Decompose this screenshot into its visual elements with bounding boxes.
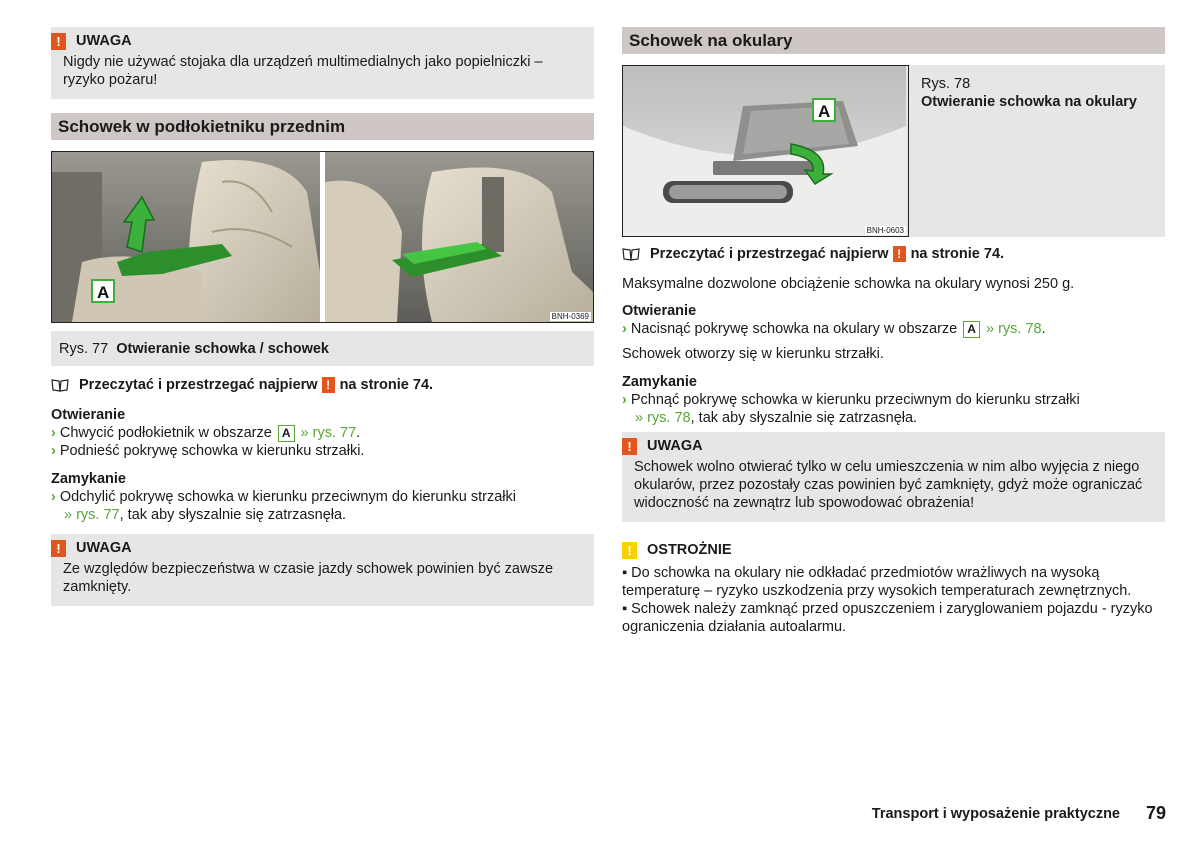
chevron-right-icon: › <box>51 489 56 505</box>
figure-link[interactable]: » rys. 77 <box>64 507 120 523</box>
figure-78-block <box>622 65 1165 237</box>
open-result: Schowek otworzy się w kierunku strzałki. <box>622 346 884 362</box>
page-number: 79 <box>1145 803 1166 823</box>
book-icon <box>51 379 69 392</box>
close-step-1: › Pchnąć pokrywę schowka w kierunku przeciwnym do kierunku strzałki <box>622 392 1080 408</box>
figure-caption <box>51 331 594 366</box>
warning-box-2 <box>51 534 594 606</box>
area-a-label: A <box>963 321 980 338</box>
warning-title: UWAGA <box>647 438 703 454</box>
warning-text: Ze względów bezpieczeństwa w czasie jazdy schowek powinien być zawsze zamknięty. <box>63 561 554 595</box>
chevron-right-icon: › <box>51 425 56 441</box>
section-heading-glasses: Schowek na okulary <box>622 27 1165 54</box>
chevron-right-icon: › <box>622 321 627 337</box>
read-page[interactable]: 74. <box>983 246 1005 262</box>
open-title: Otwieranie <box>622 303 697 319</box>
max-load-text: Maksymalne dozwolone obciążenie schowka na okulary wynosi 250 g. <box>622 276 1075 292</box>
right-column: Schowek na okulary A BNH-0603 Rys. 78 Otwieranie schowka na okulary Przeczytać i przestrzegać najpierw ! na stronie 74. Maksymalne dozwolone obciążenie schowka na okulary wynosi 250 g. Otwieranie › Nacisnąć pokrywę schowka na okulary w obszarze A » rys. 78. Schowek otworzy się w kierunku strzałki. Zamykanie › Pchnąć pokrywę schowka w kierunku przeciwnym do kierunku strzałki » rys. 78, tak aby słyszalnie się zatrzasnęła. ! UWAGA Schowek wolno otwierać tylko w celu umieszczenia w nim albo wyjęcia z niego okularów, przez pozostały czas powinien być zamknięty, gdyż może ograniczać widoczność na zewnątrz lub spowodować obrażenia! ! OSTROŻNIE ▪ Do schowka na okulary nie odkładać przedmiotów wrażliwych na wysoką temperaturę – ryzyko uszkodzenia przy wysokich temperaturach zewnętrznych. ▪ Schowek należy zamknąć przed opuszczeniem i zaryglowaniem pojazdu - ryzyko ograniczenia działania autoalarmu. <box>622 27 1165 636</box>
caution-icon: ! <box>622 542 637 559</box>
footer-chapter-title: Transport i wyposażenie praktyczne <box>871 806 1120 822</box>
label-a-fig77: A <box>97 283 110 302</box>
warning-icon: ! <box>51 540 66 557</box>
caption-title: Otwieranie schowka / schowek <box>116 341 329 357</box>
read-first-note <box>622 246 1165 262</box>
area-a-label: A <box>278 425 295 442</box>
read-page[interactable]: 74. <box>412 377 434 393</box>
chevron-right-icon: › <box>51 443 56 459</box>
figure-link[interactable]: » rys. 78 <box>635 410 691 426</box>
caution-box <box>622 536 1165 636</box>
caution-item: ▪ Do schowka na okulary nie odkładać przedmiotów wrażliwych na wysoką temperaturę – ryzyko uszkodzenia przy wysokich temperaturach zewnętrznych. <box>622 565 1132 599</box>
warning-box-1 <box>51 27 594 99</box>
warning-icon: ! <box>51 33 66 50</box>
warning-mark-icon: ! <box>322 377 335 393</box>
warning-title: UWAGA <box>76 540 132 556</box>
label-a-fig78: A <box>818 102 831 121</box>
figure-78 <box>622 65 909 237</box>
read-first-note <box>51 377 594 393</box>
armrest-illustration <box>52 152 593 322</box>
figure-caption <box>909 65 1137 237</box>
open-step-1: › Nacisnąć pokrywę schowka na okulary w obszarze A » rys. 78. <box>622 321 1046 337</box>
caution-item: ▪ Schowek należy zamknąć przed opuszczeniem i zaryglowaniem pojazdu - ryzyko ograniczenia działania autoalarmu. <box>622 601 1153 635</box>
caution-title: OSTROŻNIE <box>647 542 732 558</box>
read-suffix: na stronie <box>339 377 409 393</box>
open-step-1: › Chwycić podłokietnik w obszarze A » rys. 77. <box>51 425 361 441</box>
warning-mark-icon: ! <box>893 246 906 262</box>
figure-link[interactable]: » rys. 77 <box>300 425 357 441</box>
caption-title: Otwieranie schowka na okulary <box>921 94 1137 110</box>
read-suffix: na stronie <box>910 246 980 262</box>
close-title: Zamykanie <box>622 374 697 390</box>
figure-code: BNH-0603 <box>866 226 904 235</box>
close-title: Zamykanie <box>51 471 126 487</box>
warning-title: UWAGA <box>76 33 132 49</box>
left-column: ! UWAGA Nigdy nie używać stojaka dla urządzeń multimedialnych jako popielniczki – ryzyko pożaru! Schowek w podłokietniku przednim A BNH-0369 Rys. 77 Otwieranie schowka / schowek Przeczytać i przestrzegać najpierw ! na stronie 74. Otwieranie › Chwycić podłokietnik w obszarze A » rys. 77. › Podnieść pokrywę schowka w kierunku strzałki. Zamykanie › Odchylić pokrywę schowka w kierunku przeciwnym do kierunku strzałki » rys. 77, tak aby słyszalnie się zatrzasnęła. ! UWAGA Ze względów bezpieczeństwa w czasie jazdy schowek powinien być zawsze zamknięty. <box>51 27 594 620</box>
warning-icon: ! <box>622 438 637 455</box>
warning-box <box>622 432 1165 522</box>
warning-text: Schowek wolno otwierać tylko w celu umieszczenia w nim albo wyjęcia z niego okularów, przez pozostały czas powinien być zamknięty, gdyż może ograniczać widoczność na zewnątrz lub spowodować obrażenia! <box>634 459 1143 511</box>
open-title: Otwieranie <box>51 407 126 423</box>
caption-number: Rys. 78 <box>921 76 971 92</box>
read-text: Przeczytać i przestrzegać najpierw <box>650 246 889 262</box>
figure-77 <box>51 151 594 323</box>
glasses-compartment-illustration <box>623 66 906 236</box>
read-text: Przeczytać i przestrzegać najpierw <box>79 377 318 393</box>
open-step-2: › Podnieść pokrywę schowka w kierunku strzałki. <box>51 443 365 459</box>
figure-code: BNH-0369 <box>551 312 589 321</box>
caption-number: Rys. 77 <box>59 341 109 357</box>
section-heading-armrest: Schowek w podłokietniku przednim <box>51 113 594 140</box>
close-step-1: › Odchylić pokrywę schowka w kierunku przeciwnym do kierunku strzałki <box>51 489 516 505</box>
figure-link[interactable]: » rys. 78 <box>985 321 1042 337</box>
warning-text: Nigdy nie używać stojaka dla urządzeń multimedialnych jako popielniczki – ryzyko pożaru! <box>63 54 543 88</box>
chevron-right-icon: › <box>622 392 627 408</box>
book-icon <box>622 248 640 261</box>
